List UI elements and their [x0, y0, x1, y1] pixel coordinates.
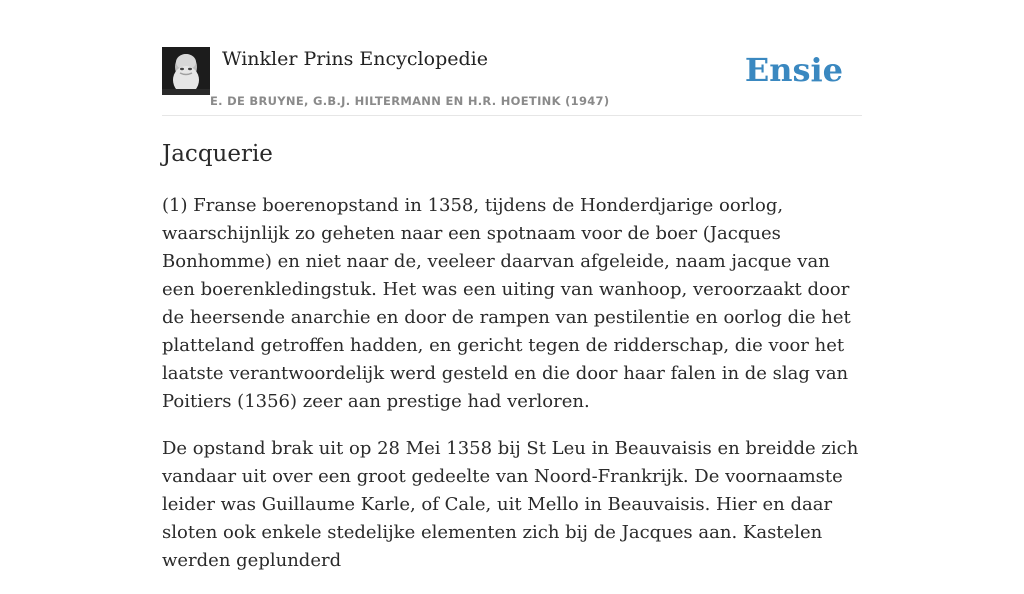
- article-paragraph: De opstand brak uit op 28 Mei 1358 bij St Leu in Beauvaisis en breidde zich vandaar uit over een groot gedeelte van Noord-Frankrijk. De voornaamste leider was Guillaume Karle, of Cale, uit Mello in Beauvaisis. Hier en daar sloten ook enkele stedelijke elementen zich bij de Jacques aan. Kastelen werden geplunderd: [162, 438, 859, 571]
- article-paragraph: (1) Franse boerenopstand in 1358, tijdens de Honderdjarige oorlog, waarschijnlijk zo geheten naar een spotnaam voor de boer (Jacques Bonhomme) en niet naar de, veeleer daarvan afgeleide, naam jacque van een boerenkledingstuk. Het was een uiting van wanhoop, veroorzaakt door de heersende anarchie en door de rampen van pestilentie en oorlog die het platteland getroffen hadden, en gericht tegen de ridderschap, die voor het laatste verantwoordelijk werd gesteld en die door haar falen in de slag van Poitiers (1356) zeer aan prestige had verloren.: [162, 195, 851, 412]
- article-body: [162, 192, 862, 594]
- site-header: [162, 46, 862, 116]
- author-portrait-icon: [162, 47, 210, 95]
- article-title: Jacquerie: [162, 141, 273, 167]
- site-title[interactable]: Winkler Prins Encyclopedie: [222, 48, 488, 70]
- brand-logo[interactable]: Ensie: [744, 51, 843, 89]
- author-avatar[interactable]: [162, 47, 210, 95]
- site-authors: E. DE BRUYNE, G.B.J. HILTERMANN EN H.R. HOETINK (1947): [210, 94, 610, 108]
